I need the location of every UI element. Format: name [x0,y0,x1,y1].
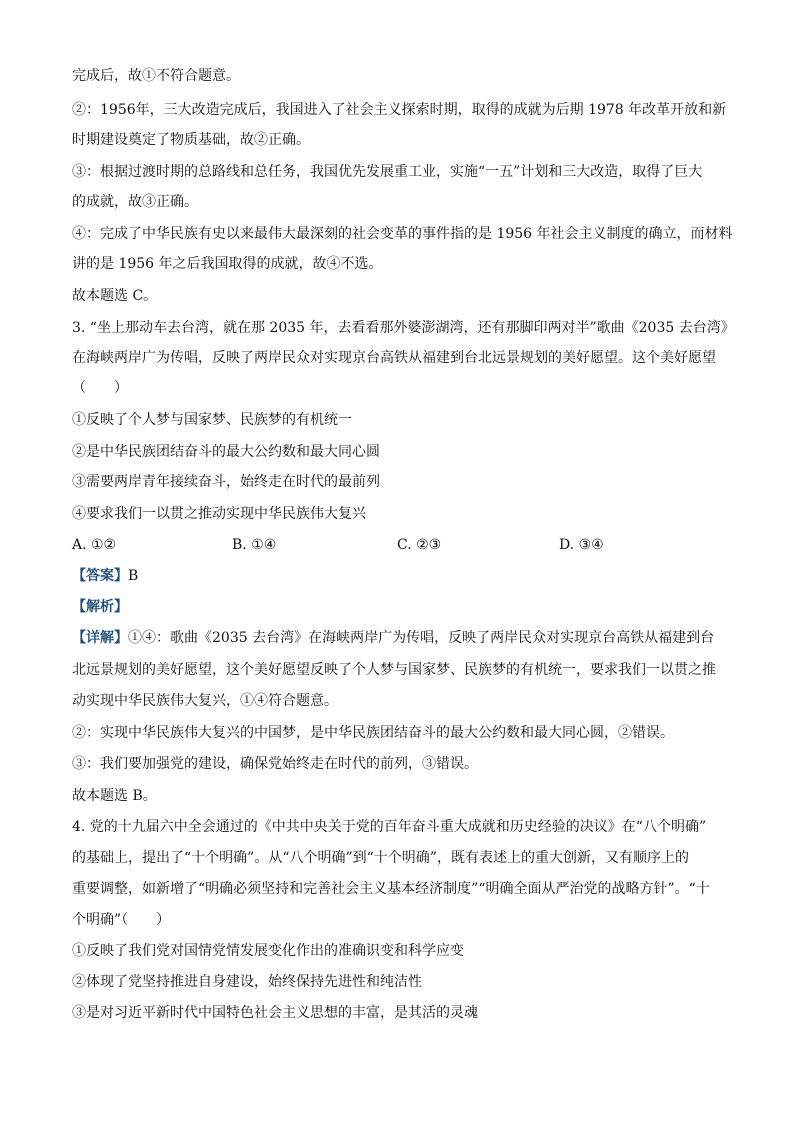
q3-detail-line-2: 北远景规划的美好愿望，这个美好愿望反映了个人梦与国家梦、民族梦的有机统一，要求我们一以贯之推 [72,662,716,678]
q3-analysis-heading [72,597,128,617]
q2-analysis-line-4: ③：根据过渡时期的总路线和总任务，我国优先发展重工业，实施“一五”计划和三大改造，取得了巨大 [72,164,703,180]
q4-statement-1: ①反映了我们党对国情党情发展变化作出的准确识变和科学应变 [72,943,464,959]
q3-detail-line-1 [72,628,714,648]
q3-detail-text-1: ①④：歌曲《2035 去台湾》在海峡两岸广为传唱，反映了两岸民众对实现京台高铁从福建到台 [128,630,715,646]
answer-tag: 【答案】 [72,568,128,584]
q4-statement-3: ③是对习近平新时代中国特色社会主义思想的丰富，是其活的灵魂 [72,1005,478,1021]
q3-detail-line-5: ③：我们要加强党的建设，确保党始终走在时代的前列，③错误。 [72,756,478,772]
q4-statement-2: ②体现了党坚持推进自身建设，始终保持先进性和纯洁性 [72,974,422,990]
q4-stem-line-2: 的基础上，提出了“十个明确”。从“八个明确”到“十个明确”，既有表述上的重大创新，又有顺序上的 [72,850,689,866]
q3-option-b: B. ①④ [232,537,277,553]
q2-analysis-line-7: 讲的是 1956 年之后我国取得的成就，故④不选。 [72,256,383,272]
q3-stem-line-2: 在海峡两岸广为传唱，反映了两岸民众对实现京台高铁从福建到台北远景规划的美好愿望。这个美好愿望 [72,350,716,366]
q2-analysis-line-6: ④：完成了中华民族有史以来最伟大最深刻的社会变革的事件指的是 1956 年社会主义制度的确立，而材料 [72,226,733,242]
q3-statement-2: ②是中华民族团结奋斗的最大公约数和最大同心圆 [72,444,380,460]
q3-stem-line-3: （ ） [72,380,128,396]
q3-option-a: A. ①② [72,537,117,553]
q3-option-c: C. ②③ [397,537,442,553]
q3-detail-line-4: ②：实现中华民族伟大复兴的中国梦，是中华民族团结奋斗的最大公约数和最大同心圆，②错误。 [72,725,674,741]
q3-detail-line-3: 动实现中华民族伟大复兴，①④符合题意。 [72,693,338,709]
q4-stem-line-4: 个明确”（ ） [72,912,171,928]
q3-answer-line [72,566,138,586]
q3-option-d: D. ③④ [559,537,604,553]
analysis-tag: 【解析】 [72,599,128,615]
q2-analysis-line-2: ②：1956年，三大改造完成后，我国进入了社会主义探索时期，取得的成就为后期 1978 年改革开放和新 [72,102,727,118]
q3-statement-4: ④要求我们一以贯之推动实现中华民族伟大复兴 [72,506,366,522]
q2-analysis-line-5: 的成就，故③正确。 [72,194,198,210]
q3-options-row [72,535,722,555]
q2-conclusion: 故本题选 C。 [72,288,158,304]
q3-statement-3: ③需要两岸青年接续奋斗，始终走在时代的最前列 [72,474,380,490]
q4-stem-line-1: 4. 党的十九届六中全会通过的《中共中央关于党的百年奋斗重大成就和历史经验的决议》在“八个明确” [72,819,707,835]
q2-analysis-line-1: 完成后，故①不符合题意。 [72,68,240,84]
answer-value: B [128,568,139,584]
q3-conclusion: 故本题选 B。 [72,788,157,804]
q3-statement-1: ①反映了个人梦与国家梦、民族梦的有机统一 [72,412,352,428]
detail-tag: 【详解】 [72,630,128,646]
q2-analysis-line-3: 时期建设奠定了物质基础，故②正确。 [72,132,310,148]
q4-stem-line-3: 重要调整，如新增了“明确必须坚持和完善社会主义基本经济制度”“明确全面从严治党的战略方针”。“十 [72,881,710,897]
q3-stem-line-1: 3. “坐上那动车去台湾，就在那 2035 年，去看看那外婆澎湖湾，还有那脚印两对半”歌曲《2035 去台湾》 [72,320,735,336]
